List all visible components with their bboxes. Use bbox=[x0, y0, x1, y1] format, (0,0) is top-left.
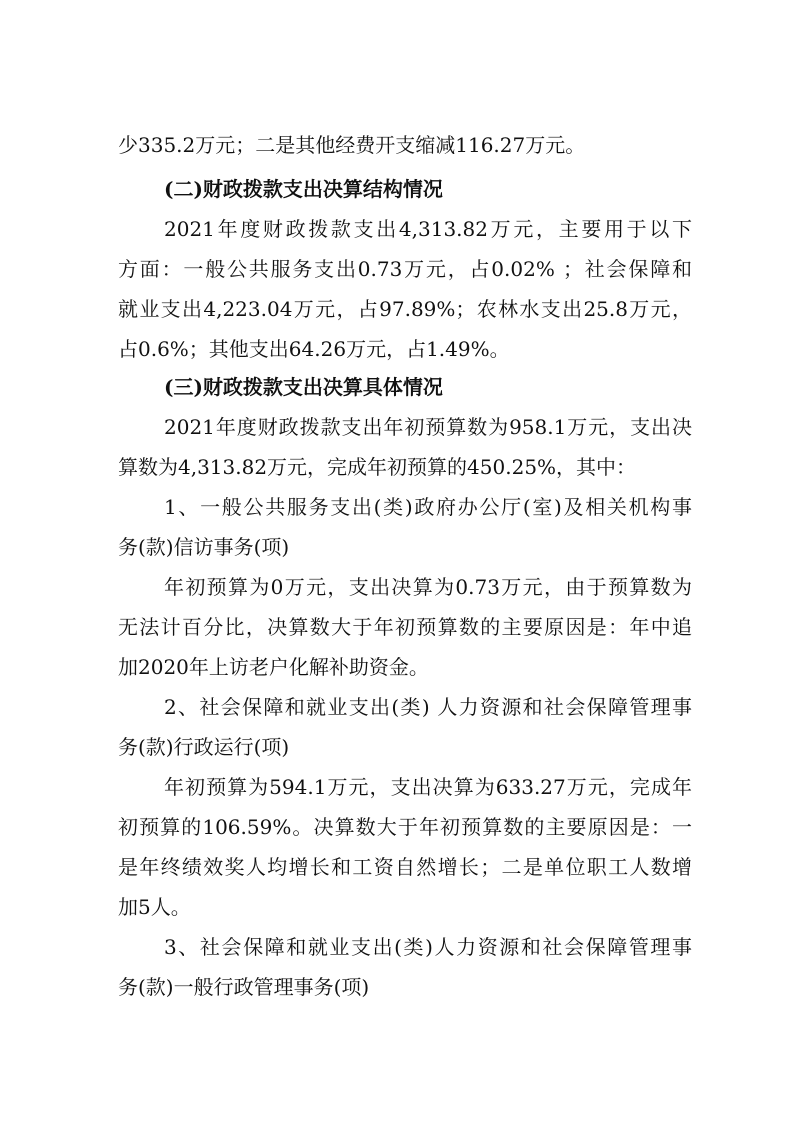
paragraph-line: 务(款)行政运行(项) bbox=[118, 735, 290, 759]
paragraph-line: 占0.6%；其他支出64.26万元，占1.49%。 bbox=[118, 337, 510, 361]
paragraph-line: 初预算的106.59%。决算数大于年初预算数的主要原因是：一 bbox=[118, 815, 692, 839]
paragraph-line: 加5人。 bbox=[118, 895, 191, 919]
paragraph-line: 1、一般公共服务支出(类)政府办公厅(室)及相关机构事 bbox=[164, 495, 692, 519]
paragraph-line: 2、社会保障和就业支出(类) 人力资源和社会保障管理事 bbox=[164, 695, 692, 719]
paragraph-line: 算数为4,313.82万元，完成年初预算的450.25%，其中： bbox=[118, 455, 637, 479]
section-heading: (三)财政拨款支出决算具体情况 bbox=[164, 375, 443, 399]
paragraph-line: 2021年度财政拨款支出4,313.82万元，主要用于以下 bbox=[164, 217, 692, 241]
paragraph-line: 务(款)一般行政管理事务(项) bbox=[118, 975, 370, 999]
paragraph-line: 3、社会保障和就业支出(类)人力资源和社会保障管理事 bbox=[164, 935, 692, 959]
paragraph-line: 少335.2万元；二是其他经费开支缩减116.27万元。 bbox=[118, 133, 586, 157]
paragraph-line: 年初预算为594.1万元，支出决算为633.27万元，完成年 bbox=[164, 775, 692, 799]
paragraph-line: 就业支出4,223.04万元，占97.89%；农林水支出25.8万元， bbox=[118, 297, 692, 321]
paragraph-line: 加2020年上访老户化解补助资金。 bbox=[118, 655, 429, 679]
paragraph-line: 2021年度财政拨款支出年初预算数为958.1万元，支出决 bbox=[164, 415, 692, 439]
paragraph-line: 务(款)信访事务(项) bbox=[118, 535, 290, 559]
paragraph-line: 无法计百分比，决算数大于年初预算数的主要原因是：年中追 bbox=[118, 615, 692, 639]
paragraph-line: 年初预算为0万元，支出决算为0.73万元，由于预算数为 bbox=[164, 575, 692, 599]
section-heading: (二)财政拨款支出决算结构情况 bbox=[164, 177, 443, 201]
paragraph-line: 是年终绩效奖人均增长和工资自然增长；二是单位职工人数增 bbox=[118, 855, 692, 879]
paragraph-line: 方面：一般公共服务支出0.73万元，占0.02% ；社会保障和 bbox=[118, 257, 692, 281]
